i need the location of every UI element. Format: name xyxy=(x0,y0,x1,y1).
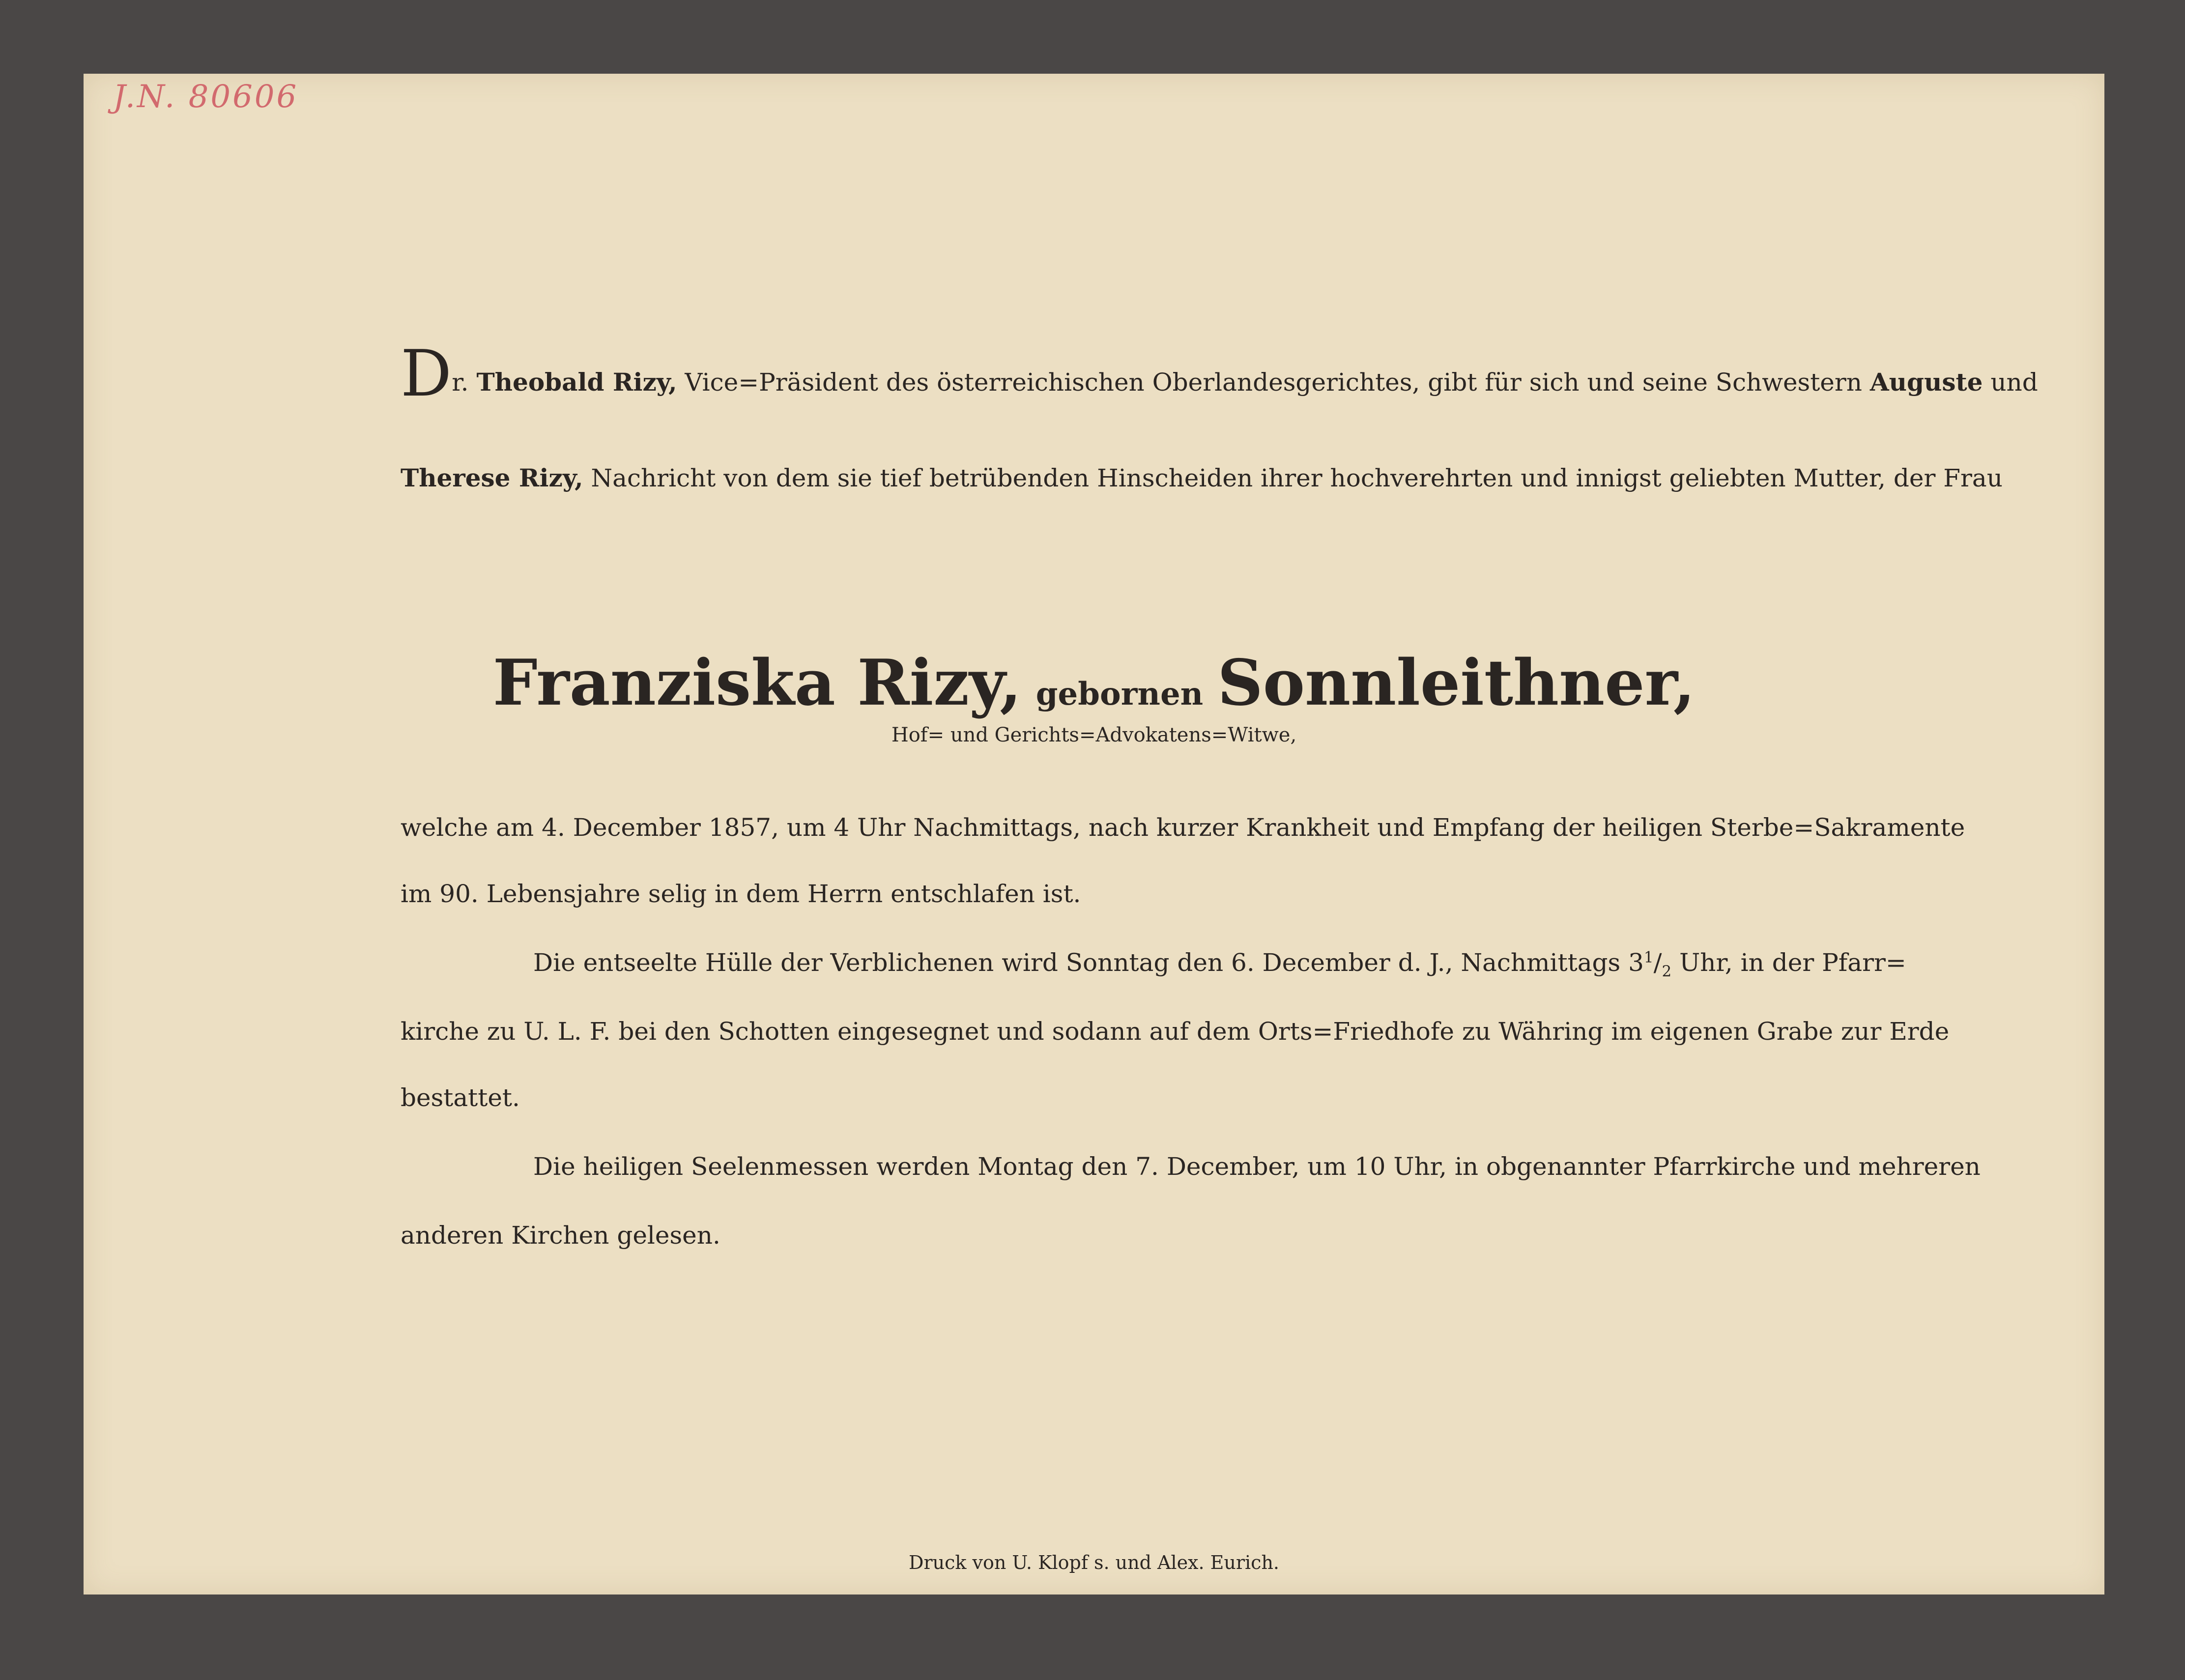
burial-line-3: bestattet. xyxy=(401,1083,520,1112)
mass-line-1: Die heiligen Seelenmessen werden Montag den 7. December, um 10 Uhr, in obgenannter Pfarrkirche und mehreren xyxy=(533,1152,1981,1181)
fraction-denominator: 2 xyxy=(1662,963,1672,980)
son-name: Theobald Rizy, xyxy=(476,368,677,397)
sister-2-name: Therese Rizy, xyxy=(401,463,583,492)
born-label: gebornen xyxy=(1035,676,1204,712)
sister-name: Auguste xyxy=(1869,368,1983,397)
drop-cap: D xyxy=(401,336,452,411)
fraction-slash: / xyxy=(1653,948,1662,977)
deceased-name-line xyxy=(84,646,2104,720)
burial-text-before: Die entseelte Hülle der Verblichenen wird Sonntag den 6. December d. J., Nachmittags 3 xyxy=(533,948,1644,977)
maiden-name: Sonnleithner, xyxy=(1217,646,1696,720)
printer-imprint: Druck von U. Klopf s. und Alex. Eurich. xyxy=(908,1552,1280,1573)
mass-line-2: anderen Kirchen gelesen. xyxy=(401,1221,720,1250)
deceased-name: Franziska Rizy, xyxy=(492,646,1022,720)
death-notice-sheet xyxy=(84,74,2104,1595)
death-line-2: im 90. Lebensjahre selig in dem Herrn entschlafen ist. xyxy=(401,880,1081,908)
intro-line-2 xyxy=(401,463,2003,492)
title-suffix: r. xyxy=(452,368,469,397)
inventory-number: J.N. 80606 xyxy=(113,79,299,115)
intro-line-1 xyxy=(401,336,2038,411)
intro-text-2: und xyxy=(1990,368,2038,397)
deceased-status: Hof= und Gerichts=Advokatens=Witwe, xyxy=(891,724,1297,746)
intro-text-1: Vice=Präsident des österreichischen Oberlandesgerichtes, gibt für sich und seine Schwestern xyxy=(685,368,1862,397)
death-line-1: welche am 4. December 1857, um 4 Uhr Nachmittags, nach kurzer Krankheit und Empfang der heiligen Sterbe=Sakramente xyxy=(401,813,1965,842)
intro-line-2-text: Nachricht von dem sie tief betrübenden Hinscheiden ihrer hochverehrten und innigst geliebten Mutter, der Frau xyxy=(591,464,2003,492)
fraction-numerator: 1 xyxy=(1643,948,1654,967)
burial-line-1 xyxy=(533,948,1906,980)
burial-text-after: Uhr, in der Pfarr= xyxy=(1679,948,1906,977)
burial-line-2: kirche zu U. L. F. bei den Schotten eingesegnet und sodann auf dem Orts=Friedhofe zu Währing im eigenen Grabe zur Erde xyxy=(401,1017,1950,1046)
